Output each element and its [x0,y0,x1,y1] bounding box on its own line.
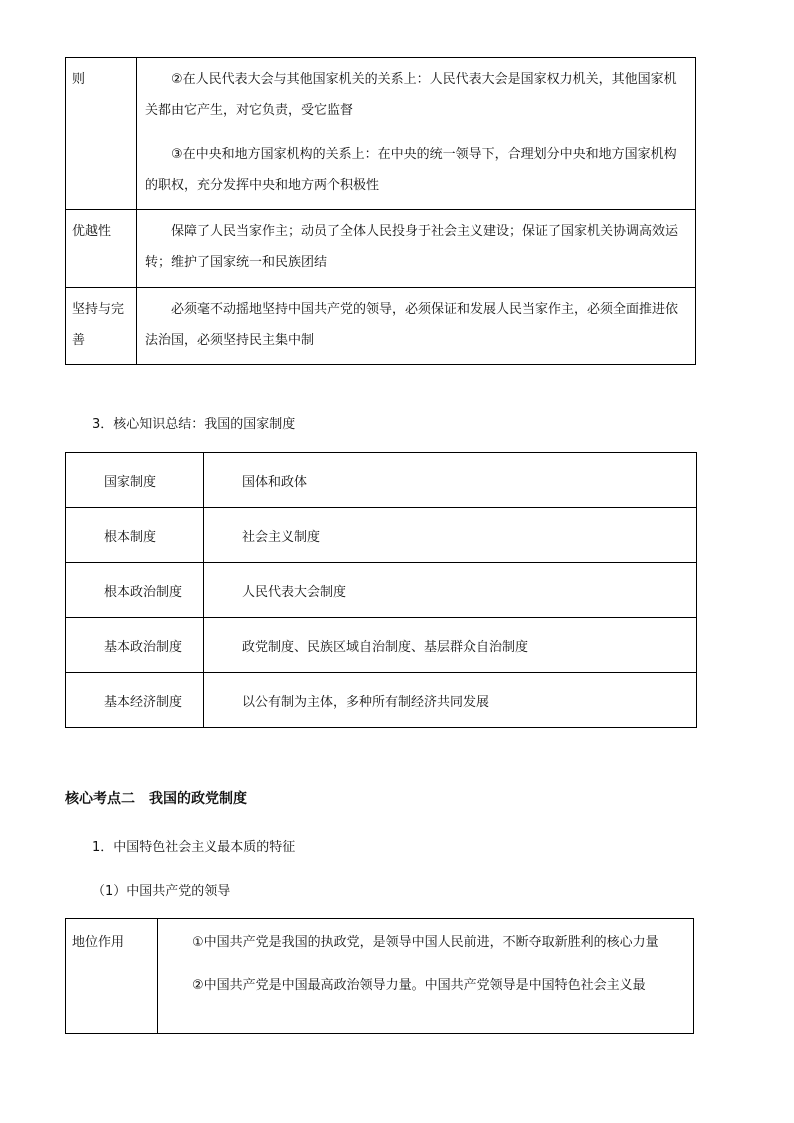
table-row [66,563,697,618]
row-content-cell [137,210,696,288]
row-label: 坚持与完善 [72,302,125,348]
system-name: 基本政治制度 [66,618,204,673]
table-row [66,288,696,365]
paragraph: 必须毫不动摇地坚持中国共产党的领导，必须保证和发展人民当家作主，必须全面推进依法治国，必须坚持民主集中制 [145,302,679,348]
paragraph: ②中国共产党是中国最高政治领导力量。中国共产党领导是中国特色社会主义最 [192,978,646,993]
row-label-cell [66,288,137,365]
heading-knowledge-summary: 3．核心知识总结：我国的国家制度 [92,417,296,432]
system-name: 基本经济制度 [66,673,204,728]
row-label: 则 [72,72,86,87]
system-name: 根本制度 [66,508,204,563]
subheading-2: （1）中国共产党的领导 [92,884,231,899]
section-title: 核心考点二 我国的政党制度 [65,791,247,807]
row-content-cell [137,288,696,365]
table-row [66,508,697,563]
table-row [66,453,697,508]
table-row [66,210,696,288]
table-row [66,673,697,728]
table-row [66,618,697,673]
system-value: 人民代表大会制度 [204,563,697,618]
system-name: 国家制度 [66,453,204,508]
subheading-1: 1．中国特色社会主义最本质的特征 [92,840,296,855]
row-label: 地位作用 [72,935,125,950]
paragraph: ③在中央和地方国家机构的关系上：在中央的统一领导下，合理划分中央和地方国家机构的职权，充分发挥中央和地方两个积极性 [145,147,677,193]
row-label-cell [66,919,158,1034]
paragraph: 保障了人民当家作主；动员了全体人民投身于社会主义建设；保证了国家机关协调高效运转；维护了国家统一和民族团结 [145,224,679,270]
table-political-system [65,57,696,365]
table-row [66,58,696,210]
system-value: 国体和政体 [204,453,697,508]
table-state-systems [65,452,697,728]
system-value: 政党制度、民族区域自治制度、基层群众自治制度 [204,618,697,673]
system-value: 以公有制为主体，多种所有制经济共同发展 [204,673,697,728]
row-content-cell [158,919,694,1034]
table-row [66,919,694,1034]
table-party-leadership [65,918,694,1034]
system-value: 社会主义制度 [204,508,697,563]
row-label-cell [66,58,137,210]
system-name: 根本政治制度 [66,563,204,618]
paragraph: ①中国共产党是我国的执政党，是领导中国人民前进，不断夺取新胜利的核心力量 [192,935,659,950]
paragraph: ②在人民代表大会与其他国家机关的关系上：人民代表大会是国家权力机关，其他国家机关都由它产生，对它负责，受它监督 [145,72,677,118]
row-label-cell [66,210,137,288]
row-content-cell [137,58,696,210]
row-label: 优越性 [72,224,112,239]
